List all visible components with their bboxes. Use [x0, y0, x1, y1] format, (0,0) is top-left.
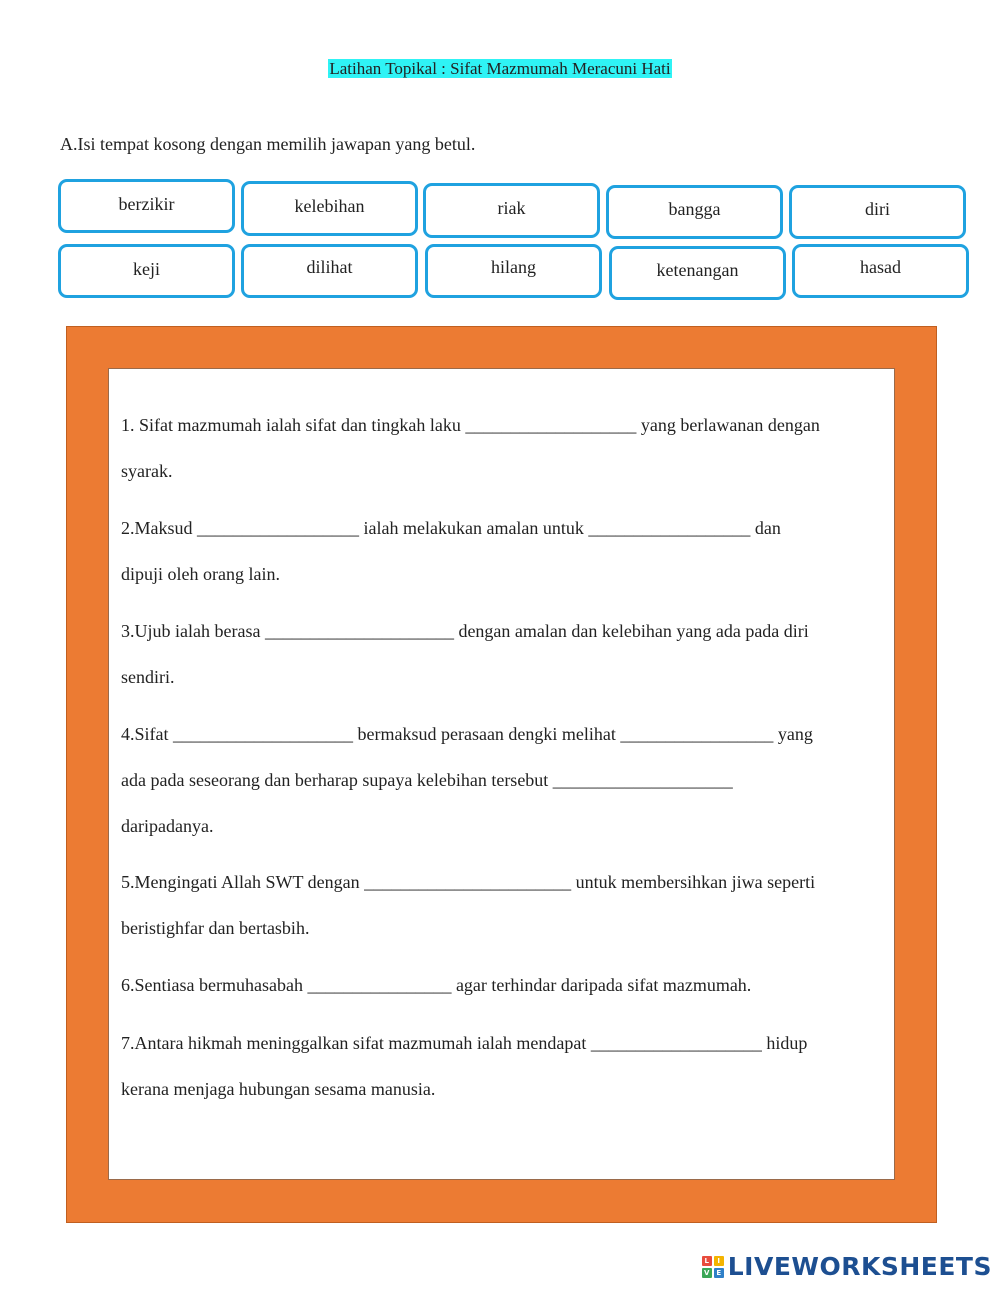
- liveworksheets-logo[interactable]: [702, 1252, 992, 1281]
- logo-block-e: E: [714, 1268, 724, 1278]
- question-3-line-1: 3.Ujub ialah berasa _____________________ dengan amalan dan kelebihan yang ada pada diri: [121, 621, 809, 641]
- instruction-text: A.Isi tempat kosong dengan memilih jawapan yang betul.: [60, 134, 476, 154]
- question-5-line-2: beristighfar dan bertasbih.: [121, 918, 310, 938]
- logo-block-v: V: [702, 1268, 712, 1278]
- logo-block-i: I: [714, 1256, 724, 1266]
- question-7-line-1: 7.Antara hikmah meninggalkan sifat mazmumah ialah mendapat ___________________ hidup: [121, 1033, 808, 1053]
- word-box-dilihat[interactable]: dilihat: [241, 244, 418, 298]
- question-2: [121, 505, 891, 597]
- logo-block-l: L: [702, 1256, 712, 1266]
- question-4-line-1: 4.Sifat ____________________ bermaksud perasaan dengki melihat _________________ yang: [121, 724, 813, 744]
- question-3-line-2: sendiri.: [121, 667, 175, 687]
- logo-text: LIVEWORKSHEETS: [727, 1252, 992, 1281]
- question-5: [121, 859, 891, 951]
- question-2-line-1: 2.Maksud __________________ ialah melakukan amalan untuk __________________ dan: [121, 518, 781, 538]
- title-text: Latihan Topikal : Sifat Mazmumah Meracuni Hati: [329, 59, 671, 78]
- question-1-line-2: syarak.: [121, 461, 173, 481]
- word-box-diri[interactable]: diri: [789, 185, 966, 239]
- worksheet-title: [0, 59, 1000, 79]
- question-4-line-2: ada pada seseorang dan berharap supaya kelebihan tersebut ____________________: [121, 770, 733, 790]
- logo-blocks-icon: [702, 1256, 724, 1278]
- question-6-line-1: 6.Sentiasa bermuhasabah ________________ agar terhindar daripada sifat mazmumah.: [121, 975, 752, 995]
- question-1: [121, 402, 891, 494]
- question-5-line-1: 5.Mengingati Allah SWT dengan _______________________ untuk membersihkan jiwa seperti: [121, 872, 816, 892]
- word-box-kelebihan[interactable]: kelebihan: [241, 181, 418, 236]
- question-1-line-1: 1. Sifat mazmumah ialah sifat dan tingkah laku ___________________ yang berlawanan dengan: [121, 415, 820, 435]
- word-box-ketenangan[interactable]: ketenangan: [609, 246, 786, 300]
- word-box-keji[interactable]: keji: [58, 244, 235, 298]
- word-box-riak[interactable]: riak: [423, 183, 600, 238]
- question-4: [121, 711, 891, 849]
- word-box-berzikir[interactable]: berzikir: [58, 179, 235, 233]
- question-4-line-3: daripadanya.: [121, 816, 214, 836]
- question-7-line-2: kerana menjaga hubungan sesama manusia.: [121, 1079, 436, 1099]
- word-box-hasad[interactable]: hasad: [792, 244, 969, 298]
- word-box-bangga[interactable]: bangga: [606, 185, 783, 239]
- word-box-hilang[interactable]: hilang: [425, 244, 602, 298]
- question-2-line-2: dipuji oleh orang lain.: [121, 564, 280, 584]
- question-7: [121, 1020, 891, 1112]
- question-6: [121, 962, 891, 1008]
- question-3: [121, 608, 891, 700]
